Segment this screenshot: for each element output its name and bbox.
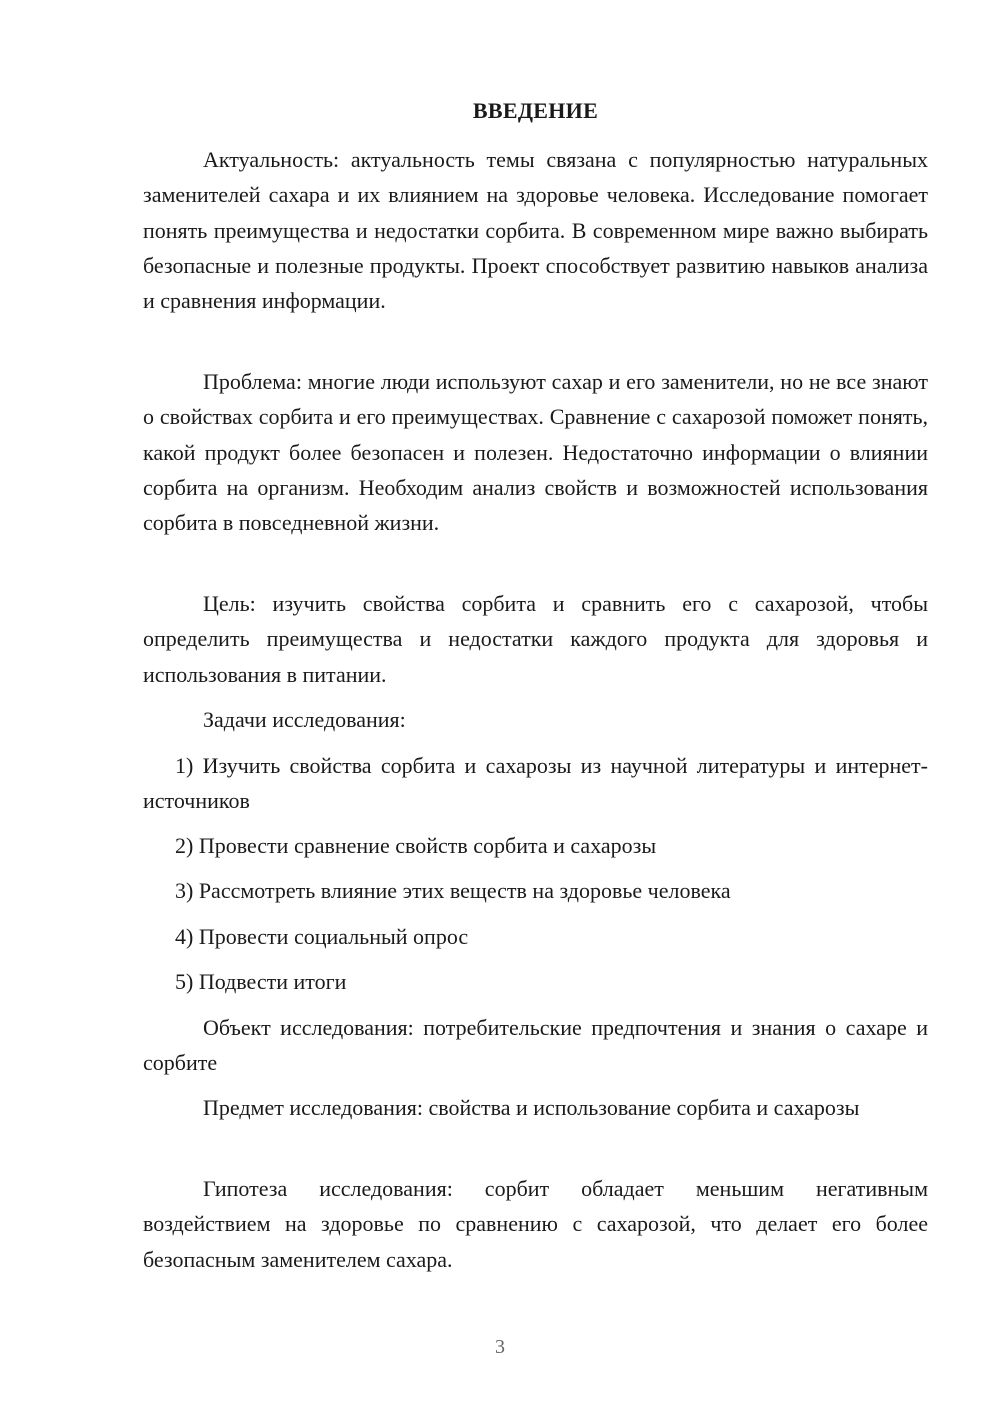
task-item-3: 3) Рассмотреть влияние этих веществ на здоровье человека (175, 878, 731, 903)
page-number: 3 (495, 1336, 505, 1358)
task-item-2: 2) Провести сравнение свойств сорбита и сахарозы (175, 833, 657, 858)
subject-paragraph: Предмет исследования: свойства и использование сорбита и сахарозы (203, 1095, 860, 1120)
goal-paragraph: Цель: изучить свойства сорбита и сравнить его с сахарозой, чтобы определить преимущества и недостатки каждого продукта для здоровья и использования в питании. (143, 591, 928, 687)
task-item-1: 1) Изучить свойства сорбита и сахарозы из научной литературы и интернет-источников (143, 753, 928, 814)
relevance-paragraph: Актуальность: актуальность темы связана с популярностью натуральных заменителей сахара и их влиянием на здоровье человека. Исследование помогает понять преимущества и недостатки сорбита. В современном мире важно выбирать безопасные и полезные продукты. Проект способствует развитию навыков анализа и сравнения информации. (143, 147, 928, 314)
tasks-heading: Задачи исследования: (203, 707, 406, 732)
problem-paragraph: Проблема: многие люди используют сахар и его заменители, но не все знают о свойствах сорбита и его преимуществах. Сравнение с сахарозой поможет понять, какой продукт более безопасен и полезен. Недостаточно информации о влиянии сорбита на организм. Необходим анализ свойств и возможностей использования сорбита в повседневной жизни. (143, 369, 928, 536)
page-title: ВВЕДЕНИЕ (472, 98, 599, 123)
task-item-4: 4) Провести социальный опрос (175, 924, 469, 949)
object-paragraph: Объект исследования: потребительские предпочтения и знания о сахаре и сорбите (143, 1015, 928, 1076)
task-item-5: 5) Подвести итоги (175, 969, 347, 994)
hypothesis-paragraph: Гипотеза исследования: сорбит обладает меньшим негативным воздействием на здоровье по сравнению с сахарозой, что делает его более безопасным заменителем сахара. (143, 1176, 928, 1272)
